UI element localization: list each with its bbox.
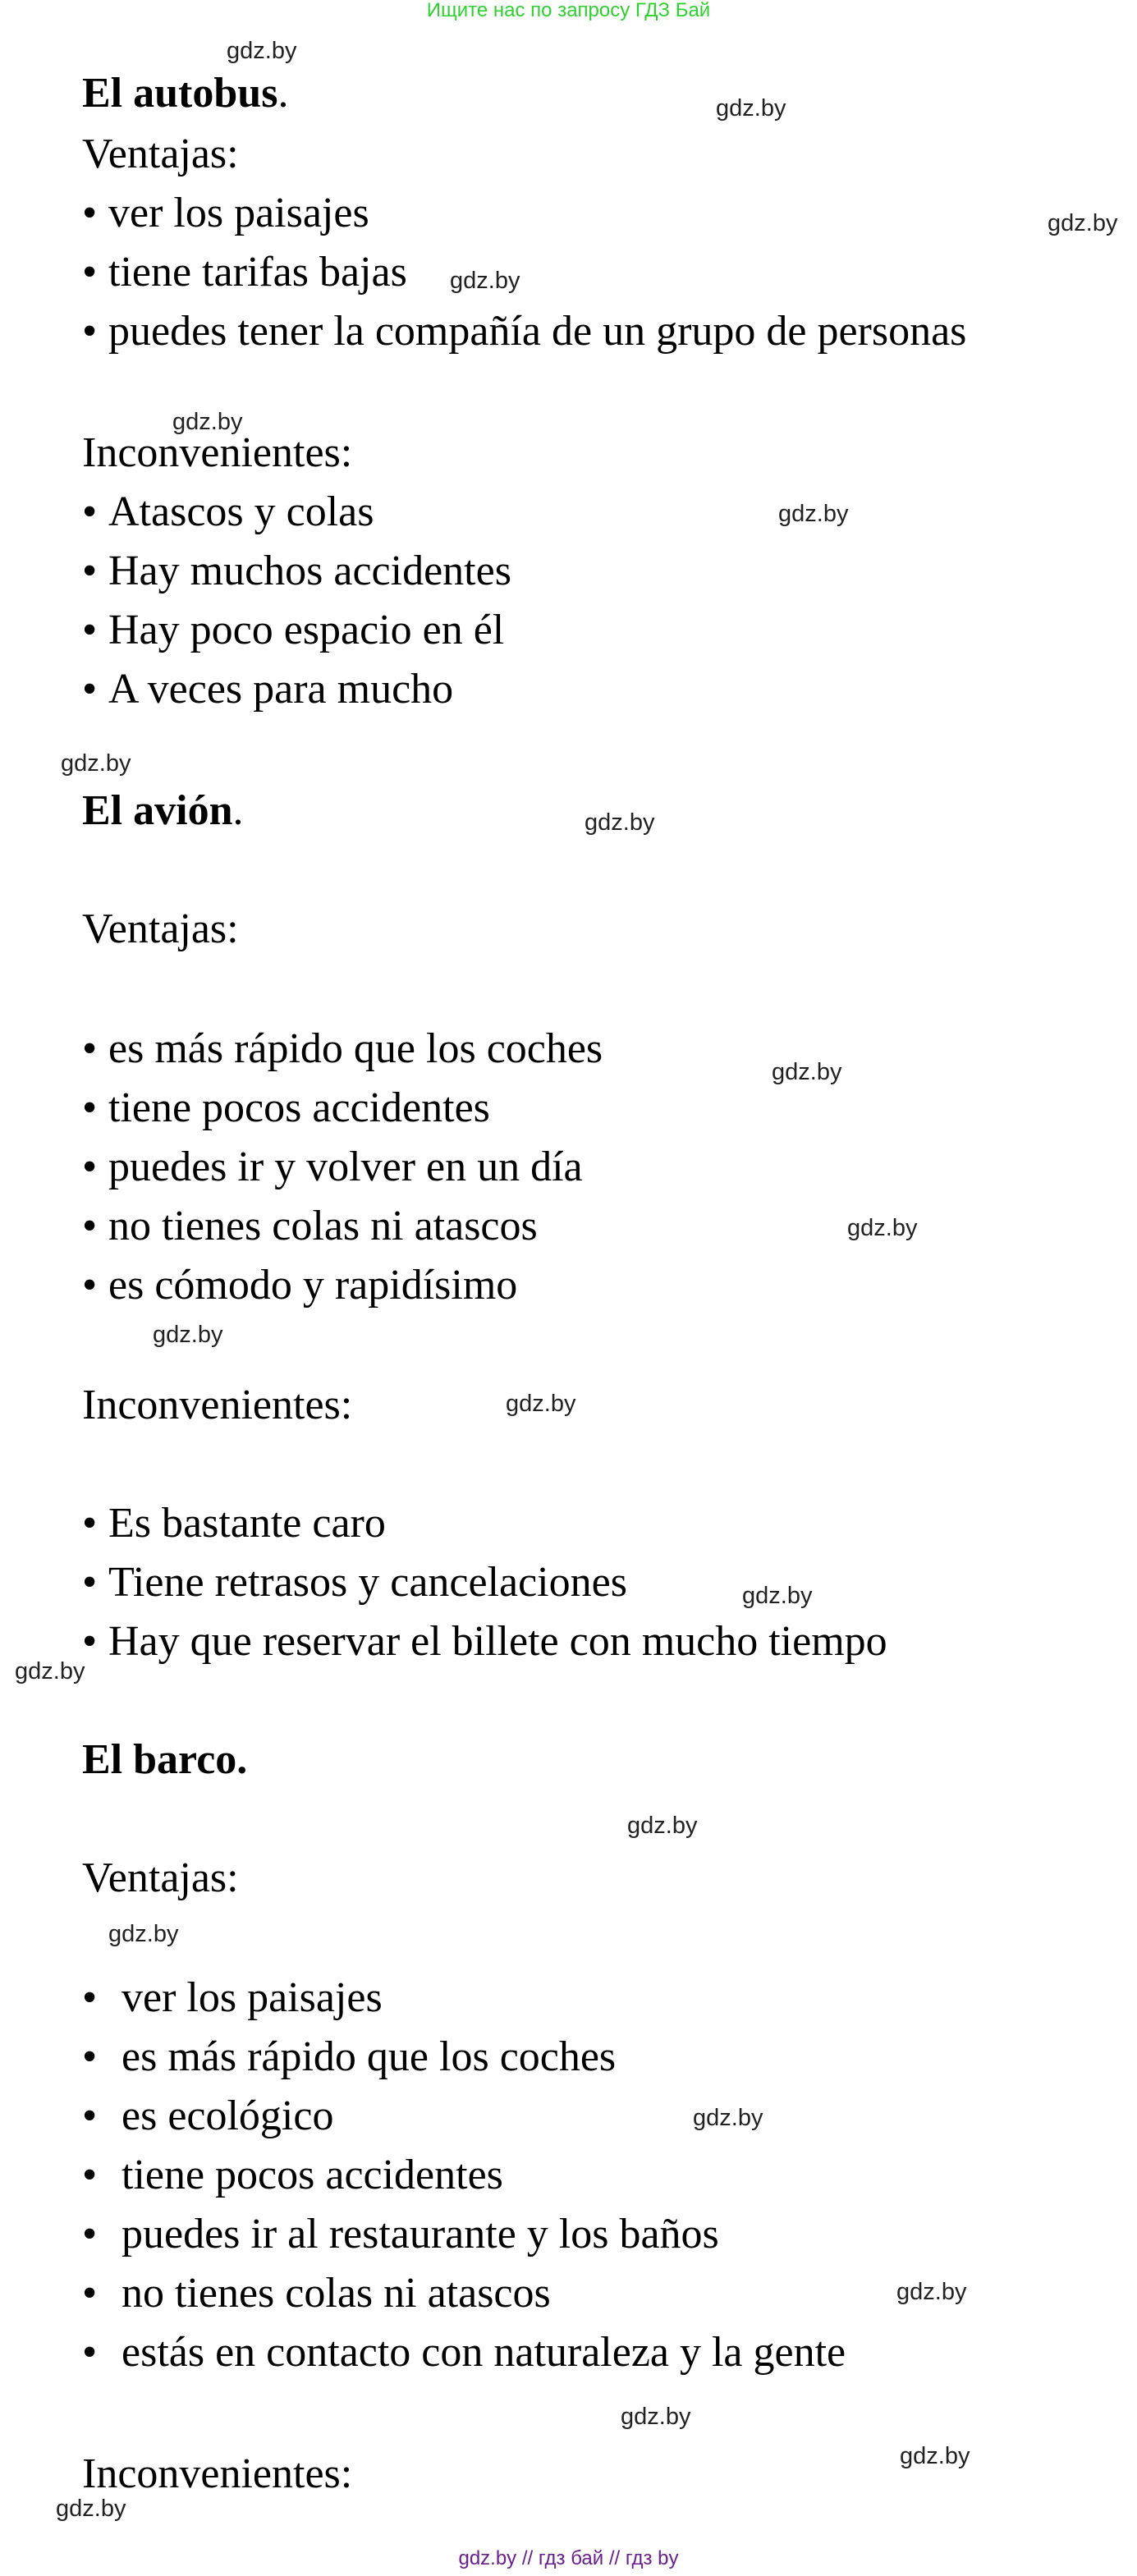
list-item bbox=[82, 2213, 719, 2256]
watermark-text: gdz.by bbox=[716, 95, 786, 121]
bullet-glyph: • bbox=[82, 190, 98, 236]
bullet-glyph: • bbox=[82, 1618, 98, 1665]
barco-inconvenientes-label: Inconvenientes: bbox=[82, 2450, 353, 2497]
barco-ventajas-label: Ventajas: bbox=[82, 1854, 239, 1901]
list-item-text: tiene pocos accidentes bbox=[121, 2152, 503, 2198]
list-item-text: estás en contacto con naturaleza y la gente bbox=[121, 2329, 846, 2376]
bullet-glyph: • bbox=[82, 1203, 98, 1249]
list-item-text: puedes tener la compañía de un grupo de personas bbox=[108, 308, 967, 355]
watermark-text: gdz.by bbox=[61, 750, 131, 777]
list-item-text: puedes ir al restaurante y los baños bbox=[121, 2211, 719, 2257]
watermark-text: gdz.by bbox=[621, 2404, 691, 2430]
list-item-text: tiene tarifas bajas bbox=[108, 249, 407, 296]
list-item bbox=[82, 1502, 386, 1545]
bullet-glyph: • bbox=[82, 1974, 98, 2021]
bullet-glyph: • bbox=[82, 2152, 98, 2198]
watermark-text: gdz.by bbox=[15, 1658, 85, 1684]
list-item-text: Hay muchos accidentes bbox=[108, 548, 511, 594]
bullet-glyph: • bbox=[82, 1144, 98, 1190]
autobus-ventajas-label: Ventajas: bbox=[82, 131, 239, 177]
list-item bbox=[82, 1084, 490, 1131]
autobus-title-text: El autobus bbox=[82, 70, 278, 117]
list-item bbox=[82, 1974, 383, 2021]
bullet-glyph: • bbox=[82, 2092, 98, 2139]
list-item-text: es ecológico bbox=[121, 2092, 334, 2139]
barco-title: El barco. bbox=[82, 1736, 248, 1783]
list-item-text: Hay que reservar el billete con mucho tiempo bbox=[108, 1618, 887, 1665]
watermark-text: gdz.by bbox=[56, 2496, 126, 2522]
watermark-text: gdz.by bbox=[108, 1921, 179, 1947]
watermark-text: gdz.by bbox=[900, 2443, 970, 2469]
list-item bbox=[82, 1264, 517, 1307]
bullet-glyph: • bbox=[82, 1559, 98, 1606]
list-item bbox=[82, 488, 374, 535]
bullet-glyph: • bbox=[82, 2329, 98, 2376]
list-item bbox=[82, 192, 369, 235]
list-item bbox=[82, 1025, 603, 1072]
list-item bbox=[82, 1561, 627, 1604]
bullet-glyph: • bbox=[82, 1262, 98, 1309]
avion-inconvenientes-label: Inconvenientes: bbox=[82, 1382, 353, 1428]
watermark-text: gdz.by bbox=[627, 1813, 698, 1839]
list-item bbox=[82, 2033, 617, 2080]
bullet-glyph: • bbox=[82, 488, 98, 535]
list-item-text: A veces para mucho bbox=[108, 666, 454, 713]
watermark-text: gdz.by bbox=[1048, 210, 1118, 236]
avion-ventajas-label: Ventajas: bbox=[82, 905, 239, 952]
list-item bbox=[82, 310, 966, 353]
list-item-text: ver los paisajes bbox=[121, 1974, 383, 2021]
watermark-text: gdz.by bbox=[772, 1059, 842, 1085]
list-item-text: Atascos y colas bbox=[108, 488, 374, 535]
bullet-glyph: • bbox=[82, 2211, 98, 2257]
watermark-text: gdz.by bbox=[742, 1583, 813, 1609]
bullet-glyph: • bbox=[82, 1025, 98, 1072]
watermark-text: gdz.by bbox=[778, 501, 849, 527]
autobus-title-period: . bbox=[277, 70, 289, 117]
list-item bbox=[82, 2154, 503, 2197]
bullet-glyph: • bbox=[82, 2270, 98, 2317]
watermark-text: gdz.by bbox=[896, 2279, 967, 2305]
watermark-text: gdz.by bbox=[172, 409, 243, 435]
avion-title-period: . bbox=[232, 787, 244, 834]
bullet-glyph: • bbox=[82, 548, 98, 594]
watermark-text: gdz.by bbox=[227, 38, 297, 64]
bullet-glyph: • bbox=[82, 1500, 98, 1547]
list-item-text: ver los paisajes bbox=[108, 190, 369, 236]
list-item-text: es más rápido que los coches bbox=[108, 1025, 603, 1072]
watermark-text: gdz.by bbox=[506, 1391, 576, 1417]
bullet-glyph: • bbox=[82, 249, 98, 296]
list-item-text: tiene pocos accidentes bbox=[108, 1084, 490, 1131]
watermark-text: gdz.by bbox=[153, 1322, 223, 1348]
autobus-inconvenientes-label: Inconvenientes: bbox=[82, 429, 353, 476]
list-item-text: puedes ir y volver en un día bbox=[108, 1144, 583, 1190]
list-item bbox=[82, 609, 504, 652]
list-item bbox=[82, 2092, 334, 2139]
list-item-text: Es bastante caro bbox=[108, 1500, 386, 1547]
list-item-text: Hay poco espacio en él bbox=[108, 607, 505, 653]
list-item-text: Tiene retrasos y cancelaciones bbox=[108, 1559, 627, 1606]
watermark-text: gdz.by bbox=[693, 2105, 763, 2131]
list-item-text: es cómodo y rapidísimo bbox=[108, 1262, 518, 1309]
list-item-text: es más rápido que los coches bbox=[121, 2033, 617, 2080]
avion-title-text: El avión bbox=[82, 787, 233, 834]
bullet-glyph: • bbox=[82, 607, 98, 653]
list-item bbox=[82, 550, 511, 593]
avion-title bbox=[82, 787, 244, 834]
list-item bbox=[82, 1146, 583, 1189]
bullet-glyph: • bbox=[82, 666, 98, 713]
list-item bbox=[82, 251, 407, 294]
list-item bbox=[82, 668, 453, 711]
list-item bbox=[82, 2272, 551, 2315]
list-item bbox=[82, 1205, 538, 1248]
list-item-text: no tienes colas ni atascos bbox=[121, 2270, 551, 2317]
list-item bbox=[82, 2331, 846, 2374]
watermark-text: gdz.by bbox=[585, 809, 655, 836]
list-item-text: no tienes colas ni atascos bbox=[108, 1203, 538, 1249]
bullet-glyph: • bbox=[82, 1084, 98, 1131]
watermark-text: gdz.by bbox=[847, 1215, 918, 1241]
bullet-glyph: • bbox=[82, 308, 98, 355]
top-banner: Ищите нас по запросу ГДЗ Бай bbox=[426, 0, 711, 21]
autobus-title bbox=[82, 72, 288, 115]
watermark-text: gdz.by bbox=[450, 268, 520, 294]
bottom-banner: gdz.by // гдз бай // гдз by bbox=[458, 2547, 679, 2569]
list-item bbox=[82, 1620, 887, 1663]
bullet-glyph: • bbox=[82, 2033, 98, 2080]
